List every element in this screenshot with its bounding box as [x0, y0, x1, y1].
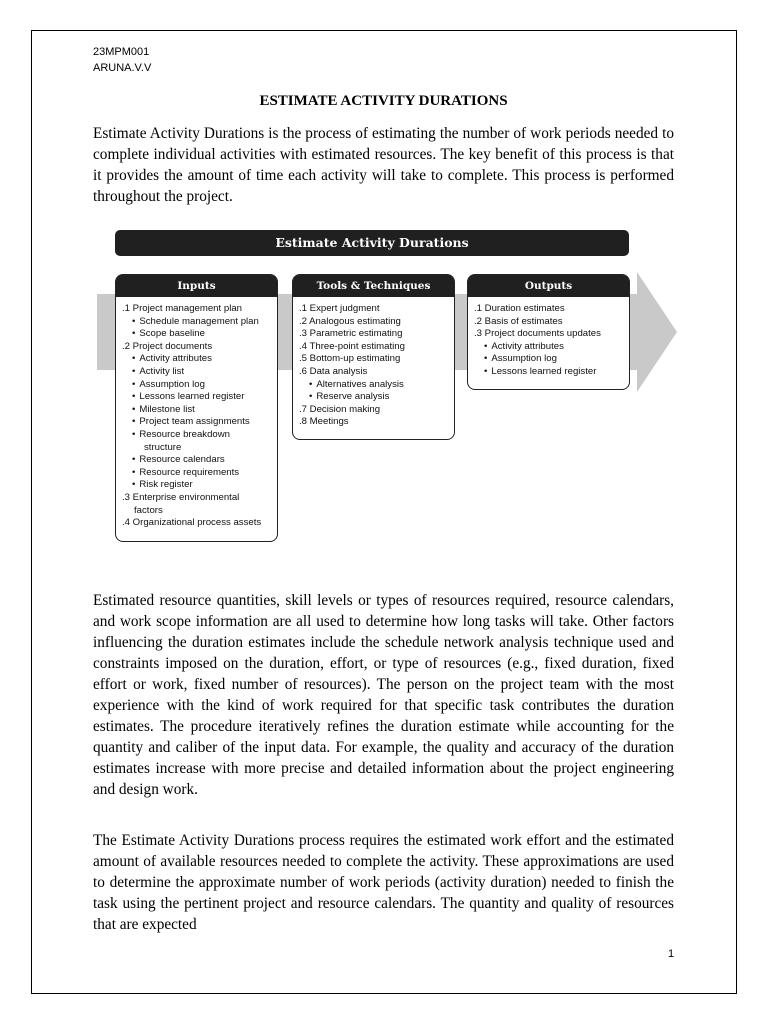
list-item: • Activity attributes [122, 353, 273, 366]
inputs-box [115, 274, 278, 542]
outputs-list [468, 297, 629, 383]
inputs-heading: Inputs [116, 275, 277, 297]
list-item: • Resource breakdown [122, 429, 273, 442]
list-item: .5 Bottom-up estimating [299, 353, 401, 365]
list-item: • Lessons learned register [122, 391, 273, 404]
list-item: .8 Meetings [299, 416, 349, 428]
inputs-list [116, 297, 277, 534]
document-header [93, 44, 151, 76]
list-item: .4 Three-point estimating [299, 340, 405, 352]
list-item: • Milestone list [122, 404, 273, 417]
list-item: • Risk register [122, 479, 273, 492]
list-item: • Activity list [122, 366, 273, 379]
list-item: .6 Data analysis [299, 365, 368, 377]
list-item: .3 Parametric estimating [299, 328, 403, 340]
tools-list [293, 297, 454, 433]
list-item: • Assumption log [474, 353, 625, 366]
second-paragraph: Estimated resource quantities, skill levels or types of resources required, resource calendars, and work scope information are all used to determine how long tasks will take. Other factors influencing the duration estimates include the schedule network analysis technique used and constraints imposed on the duration, effort, or type of resources (e.g., fixed duration, fixed effort or work, fixed number of resources). The person on the project team with the most experience with the kind of work required for that specific task contributes the duration estimates. The procedure iteratively refines the duration estimate while accounting for the quantity and caliber of the input data. For example, the quality and accuracy of the duration estimates increase with more precise and detailed information about the project engineering and design work. [93, 592, 674, 798]
process-diagram [97, 228, 677, 544]
list-item: • Activity attributes [474, 341, 625, 354]
list-item: • Schedule management plan [122, 316, 273, 329]
tools-heading: Tools & Techniques [293, 275, 454, 297]
diagram-title: Estimate Activity Durations [115, 230, 629, 256]
list-item: .4 Organizational process assets [122, 517, 262, 529]
list-item: • Assumption log [122, 379, 273, 392]
document-code: 23MPM001 [93, 46, 150, 58]
list-item: .1 Expert judgment [299, 303, 380, 314]
document-author: ARUNA.V.V [93, 62, 152, 74]
list-item: structure [144, 441, 182, 453]
list-item: • Scope baseline [122, 328, 273, 341]
list-item: .3 Enterprise environmental [122, 491, 240, 503]
intro-paragraph: Estimate Activity Durations is the process of estimating the number of work periods needed to complete individual activities with estimated resources. The key benefit of this process is that it provides the amount of time each activity will take to complete. This process is performed throughout the project. [93, 125, 674, 205]
list-item: factors [134, 504, 163, 516]
list-item: • Alternatives analysis [299, 379, 450, 392]
list-item: • Project team assignments [122, 416, 273, 429]
list-item: .1 Duration estimates [474, 303, 565, 314]
outputs-heading: Outputs [468, 275, 629, 297]
list-item: • Resource requirements [122, 467, 273, 480]
third-paragraph: The Estimate Activity Durations process requires the estimated work effort and the estimated amount of available resources needed to complete the activity. These approximations are used to determine the approximate number of work periods (activity duration) needed to finish the task using the pertinent project and resource calendars. The quantity and quality of resources that are expected [93, 832, 674, 933]
list-item: .3 Project documents updates [474, 328, 601, 340]
list-item: • Resource calendars [122, 454, 273, 467]
page-title: ESTIMATE ACTIVITY DURATIONS [259, 93, 508, 109]
list-item: .1 Project management plan [122, 303, 242, 314]
outputs-box [467, 274, 630, 390]
list-item: .2 Analogous estimating [299, 315, 401, 327]
list-item: • Reserve analysis [299, 391, 450, 404]
page-number: 1 [668, 948, 675, 960]
list-item: • Lessons learned register [474, 366, 625, 379]
list-item: .2 Project documents [122, 340, 213, 352]
tools-box [292, 274, 455, 440]
list-item: .7 Decision making [299, 403, 381, 415]
list-item: .2 Basis of estimates [474, 315, 563, 327]
